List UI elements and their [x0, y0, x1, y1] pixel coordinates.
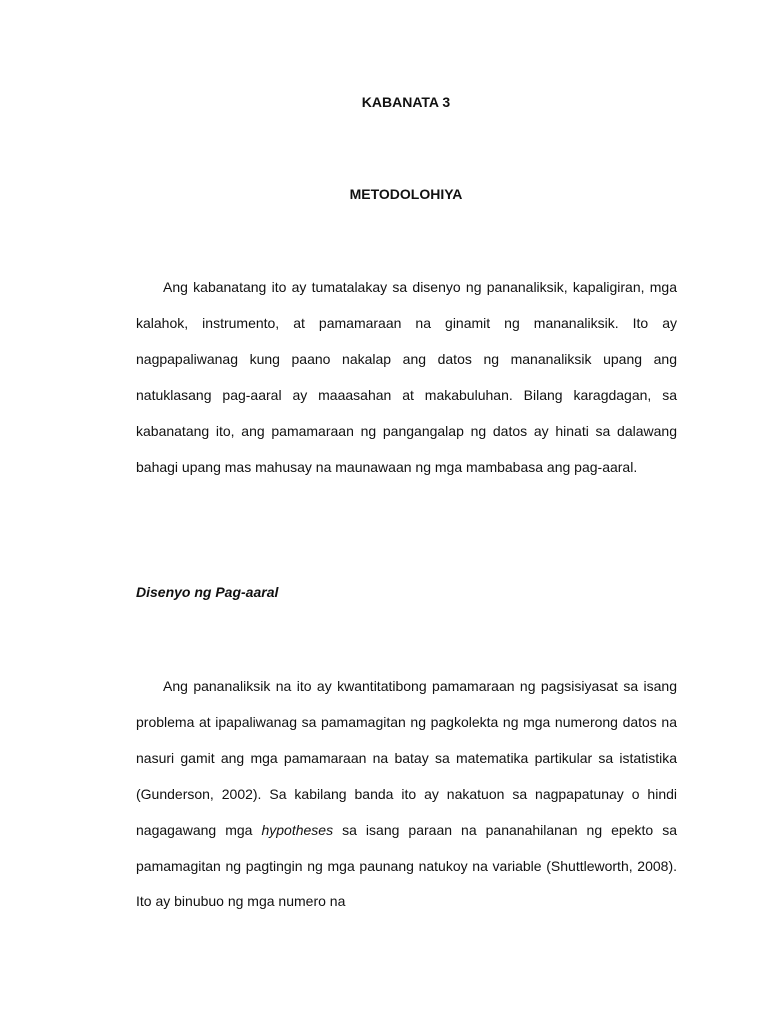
section-paragraph — [136, 669, 677, 920]
section-paragraph-part2: sa isang paraan na pananahilanan ng epekto sa pamamagitan ng pagtingin ng mga paunang natukoy na variable (Shuttleworth, 2008). Ito ay binubuo ng mga numero na — [136, 821, 677, 910]
chapter-heading: KABANATA 3 — [361, 94, 451, 110]
section-paragraph-emphasis: hypotheses — [261, 821, 334, 838]
section-paragraph-part1: Ang pananaliksik na ito ay kwantitatibong pamamaraan ng pagsisiyasat sa isang problema at ipapaliwanag sa pamamagitan ng pagkolekta ng mga numerong datos na nasuri gamit ang mga pamamaraan na batay sa matematika partikular sa istatistika (Gunderson, 2002). Sa kabilang banda ito ay nakatuon sa nagpapatunay o hindi nagagawang mga — [136, 678, 677, 838]
section-heading: Disenyo ng Pag-aaral — [136, 584, 279, 600]
intro-paragraph: Ang kabanatang ito ay tumatalakay sa disenyo ng pananaliksik, kapaligiran, mga kalahok, instrumento, at pamamaraan na ginamit ng mananaliksik. Ito ay nagpapaliwanag kung paano nakalap ang datos ng mananaliksik upang ang natuklasang pag-aaral ay maaasahan at makabuluhan. Bilang karagdagan, sa kabanatang ito, ang pamamaraan ng pangangalap ng datos ay hinati sa dalawang bahagi upang mas mahusay na maunawaan ng mga mambabasa ang pag-aaral. — [136, 279, 677, 475]
chapter-title: METODOLOHIYA — [349, 186, 463, 202]
